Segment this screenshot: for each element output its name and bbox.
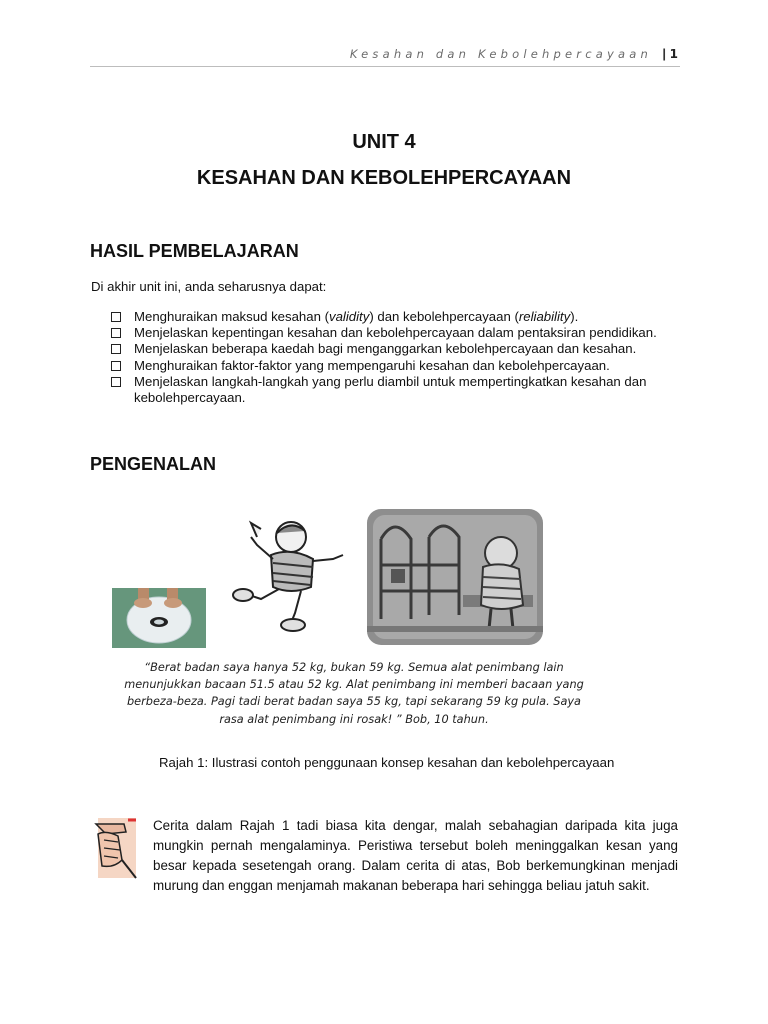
unit-title: KESAHAN DAN KEBOLEHPERCAYAAN	[196, 167, 572, 189]
checkbox-bullet-icon	[111, 328, 121, 338]
list-item: Menghuraikan maksud kesahan (validity) dan kebolehpercayaan (reliability).	[109, 309, 689, 325]
introduction-heading: PENGENALAN	[90, 454, 217, 474]
header-separator: |	[662, 46, 666, 61]
learning-outcomes-intro: Di akhir unit ini, anda seharusnya dapat:	[91, 279, 327, 294]
introduction-paragraph: Cerita dalam Rajah 1 tadi biasa kita dengar, malah sebahagian daripada kita juga mungkin pernah mengalaminya. Peristiwa tersebut boleh meninggalkan kesan yang besar kepada sesetengah orang. Dalam cerita di atas, Bob berkemungkinan menjadi murung dan enggan menjamah makanan beberapa hari sehingga beliau jatuh sakit.	[153, 818, 678, 893]
weighing-scale-photo	[112, 588, 206, 648]
checkbox-bullet-icon	[111, 377, 121, 387]
dancing-boy-cartoon	[221, 515, 351, 635]
running-title: Kesahan dan Kebolehpercayaan	[349, 47, 652, 61]
learning-outcomes-list	[109, 309, 689, 406]
sad-boy-cartoon	[367, 509, 543, 645]
list-item: Menghuraikan faktor-faktor yang mempengaruhi kesahan dan kebolehpercayaan.	[109, 358, 689, 374]
checkbox-bullet-icon	[111, 361, 121, 371]
list-item: Menjelaskan kepentingan kesahan dan kebolehpercayaan dalam pentaksiran pendidikan.	[109, 325, 689, 341]
page-number: 1	[669, 47, 678, 61]
figure-quote: “Berat badan saya hanya 52 kg, bukan 59 kg. Semua alat penimbang lain menunjukkan bacaan 51.5 atau 52 kg. Alat penimbang ini memberi bacaan yang berbeza-beza. Pagi tadi berat badan saya 55 kg, tapi sekarang 59 kg pula. Saya rasa alat penimbang ini rosak! ” Bob, 10 tahun.	[124, 661, 584, 726]
figure-caption: Rajah 1: Ilustrasi contoh penggunaan konsep kesahan dan kebolehpercayaan	[159, 755, 615, 770]
page-header	[90, 44, 680, 67]
list-item: Menjelaskan langkah-langkah yang perlu diambil untuk mempertingkatkan kesahan dan kebolehpercayaan.	[109, 374, 689, 406]
checkbox-bullet-icon	[111, 312, 121, 322]
hand-pointing-icon	[92, 816, 140, 880]
checkbox-bullet-icon	[111, 344, 121, 354]
learning-outcomes-heading: HASIL PEMBELAJARAN	[90, 241, 299, 261]
list-item: Menjelaskan beberapa kaedah bagi menganggarkan kebolehpercayaan dan kesahan.	[109, 341, 689, 357]
unit-number: UNIT 4	[352, 131, 416, 153]
